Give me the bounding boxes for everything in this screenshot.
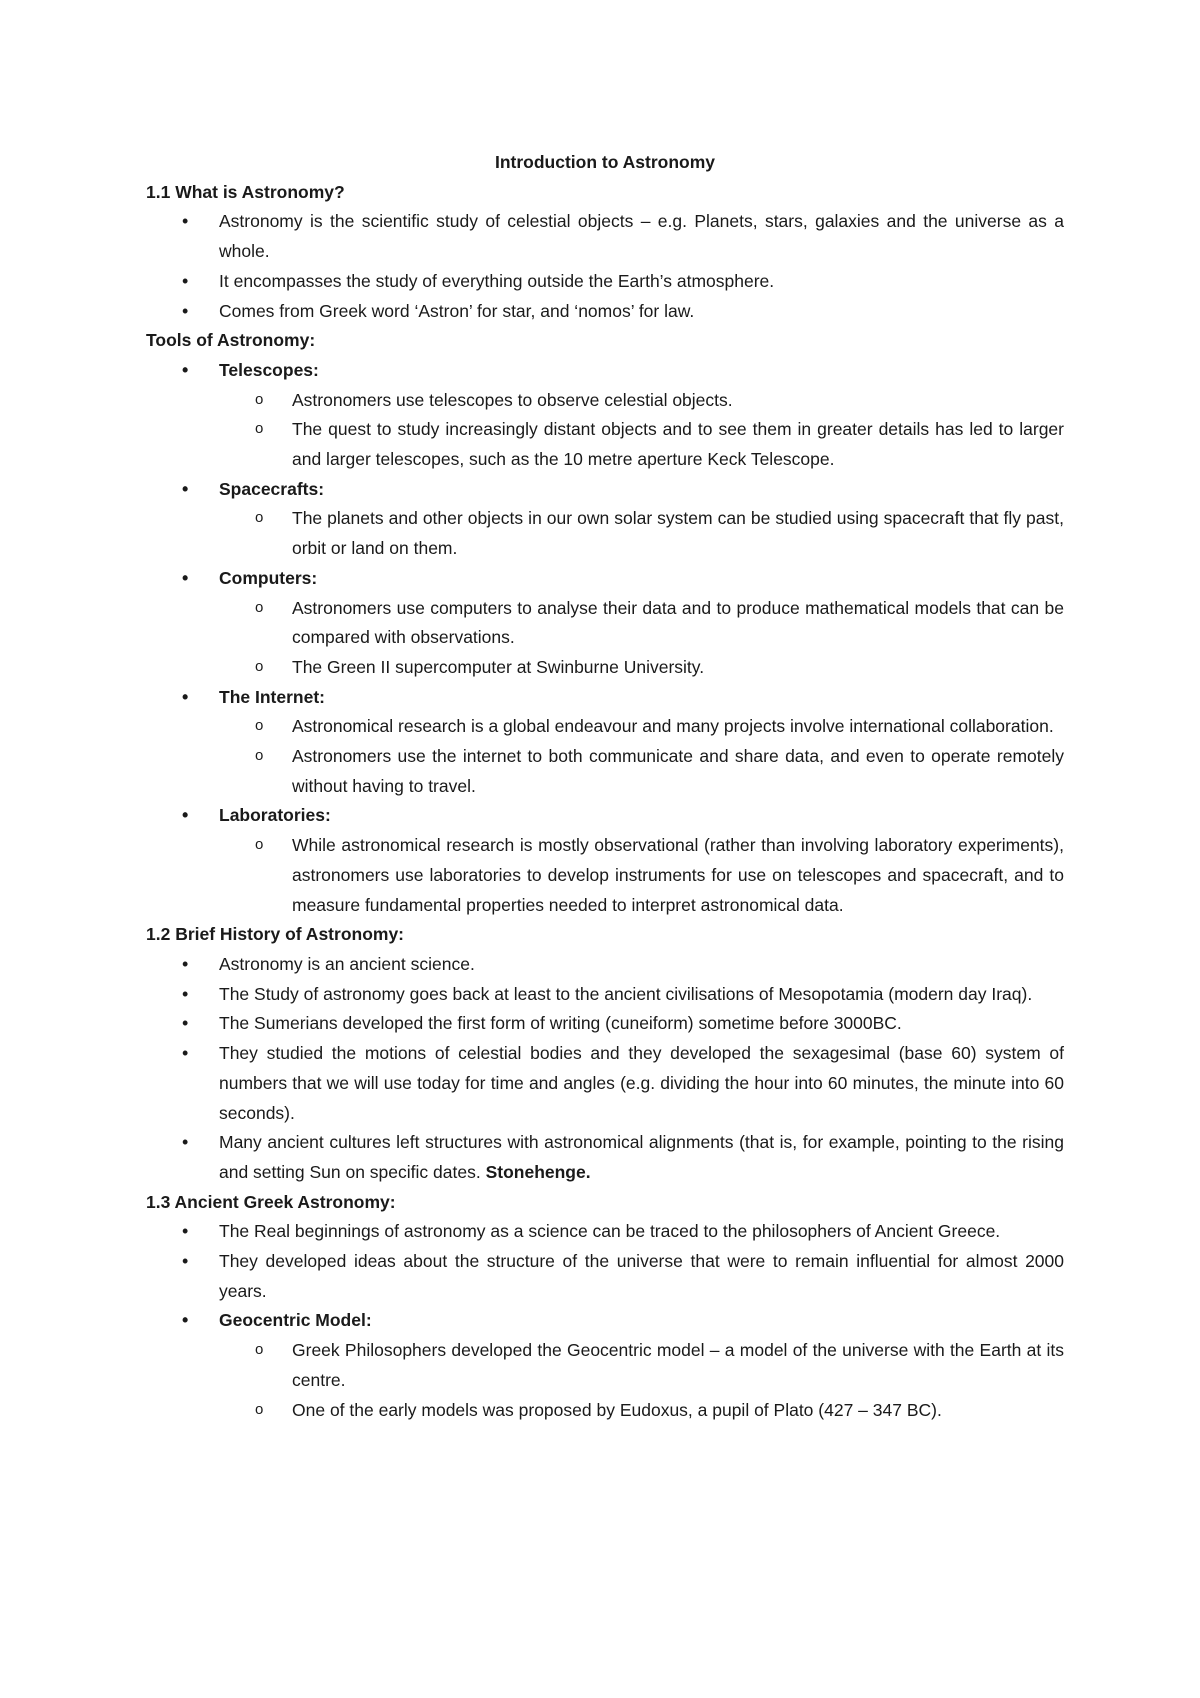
list-item: • Astronomy is the scientific study of celestial objects – e.g. Planets, stars, galaxies and the universe as a whole. — [146, 207, 1064, 266]
list-item: • The Real beginnings of astronomy as a science can be traced to the philosophers of Ancient Greece. — [146, 1217, 1064, 1247]
sub-list-item: o Astronomers use telescopes to observe celestial objects. — [146, 386, 1064, 416]
section-1-1-heading: 1.1 What is Astronomy? — [146, 181, 345, 202]
sub-list-item: o The quest to study increasingly distant objects and to see them in greater details has led to larger and larger telescopes, such as the 10 metre aperture Keck Telescope. — [146, 415, 1064, 474]
sub-list-item: o Greek Philosophers developed the Geocentric model – a model of the universe with the Earth at its centre. — [146, 1336, 1064, 1395]
list-item: • The Sumerians developed the first form of writing (cuneiform) sometime before 3000BC. — [146, 1009, 1064, 1039]
tools-heading: Tools of Astronomy: — [146, 330, 316, 351]
tool-internet: • The Internet: — [146, 683, 1064, 713]
geocentric-model-label: • Geocentric Model: — [146, 1306, 1064, 1336]
section-1-2-list — [146, 950, 1064, 1188]
section-1-1-list — [146, 207, 1064, 326]
section-1-3-list — [146, 1217, 1064, 1425]
list-item: • The Study of astronomy goes back at least to the ancient civilisations of Mesopotamia (modern day Iraq). — [146, 980, 1064, 1010]
document-title: Introduction to Astronomy — [494, 152, 716, 172]
section-1-2-heading: 1.2 Brief History of Astronomy: — [146, 924, 405, 945]
list-item: • Comes from Greek word ‘Astron’ for star, and ‘nomos’ for law. — [146, 297, 1064, 327]
sub-list-item: o While astronomical research is mostly observational (rather than involving laboratory experiments), astronomers use laboratories to develop instruments for use on telescopes and spacecraft, and to measure fundamental properties needed to interpret astronomical data. — [146, 831, 1064, 920]
tools-list — [146, 356, 1064, 920]
sub-list-item: o The planets and other objects in our own solar system can be studied using spacecraft that fly past, orbit or land on them. — [146, 504, 1064, 563]
list-item: • It encompasses the study of everything outside the Earth’s atmosphere. — [146, 267, 1064, 297]
sub-list-item: o Astronomers use the internet to both communicate and share data, and even to operate remotely without having to travel. — [146, 742, 1064, 801]
section-1-3-heading: 1.3 Ancient Greek Astronomy: — [146, 1191, 396, 1212]
sub-list-item: o One of the early models was proposed by Eudoxus, a pupil of Plato (427 – 347 BC). — [146, 1396, 1064, 1426]
stonehenge-emphasis: Stonehenge. — [485, 1161, 591, 1182]
sub-list-item: o Astronomers use computers to analyse their data and to produce mathematical models that can be compared with observations. — [146, 594, 1064, 653]
sub-list-item: o The Green II supercomputer at Swinburne University. — [146, 653, 1064, 683]
sub-list-item: o Astronomical research is a global endeavour and many projects involve international collaboration. — [146, 712, 1064, 742]
tool-telescopes: • Telescopes: — [146, 356, 1064, 386]
list-item-text: Many ancient cultures left structures with astronomical alignments (that is, for example, pointing to the rising and setting Sun on specific dates. — [219, 1132, 1064, 1182]
tool-spacecrafts: • Spacecrafts: — [146, 475, 1064, 505]
tool-laboratories: • Laboratories: — [146, 801, 1064, 831]
list-item: • Astronomy is an ancient science. — [146, 950, 1064, 980]
list-item: • They studied the motions of celestial bodies and they developed the sexagesimal (base 60) system of numbers that we will use today for time and angles (e.g. dividing the hour into 60 minutes, the minute into 60 seconds). — [146, 1039, 1064, 1128]
list-item — [146, 1128, 1064, 1187]
list-item: • They developed ideas about the structure of the universe that were to remain influential for almost 2000 years. — [146, 1247, 1064, 1306]
tool-computers: • Computers: — [146, 564, 1064, 594]
